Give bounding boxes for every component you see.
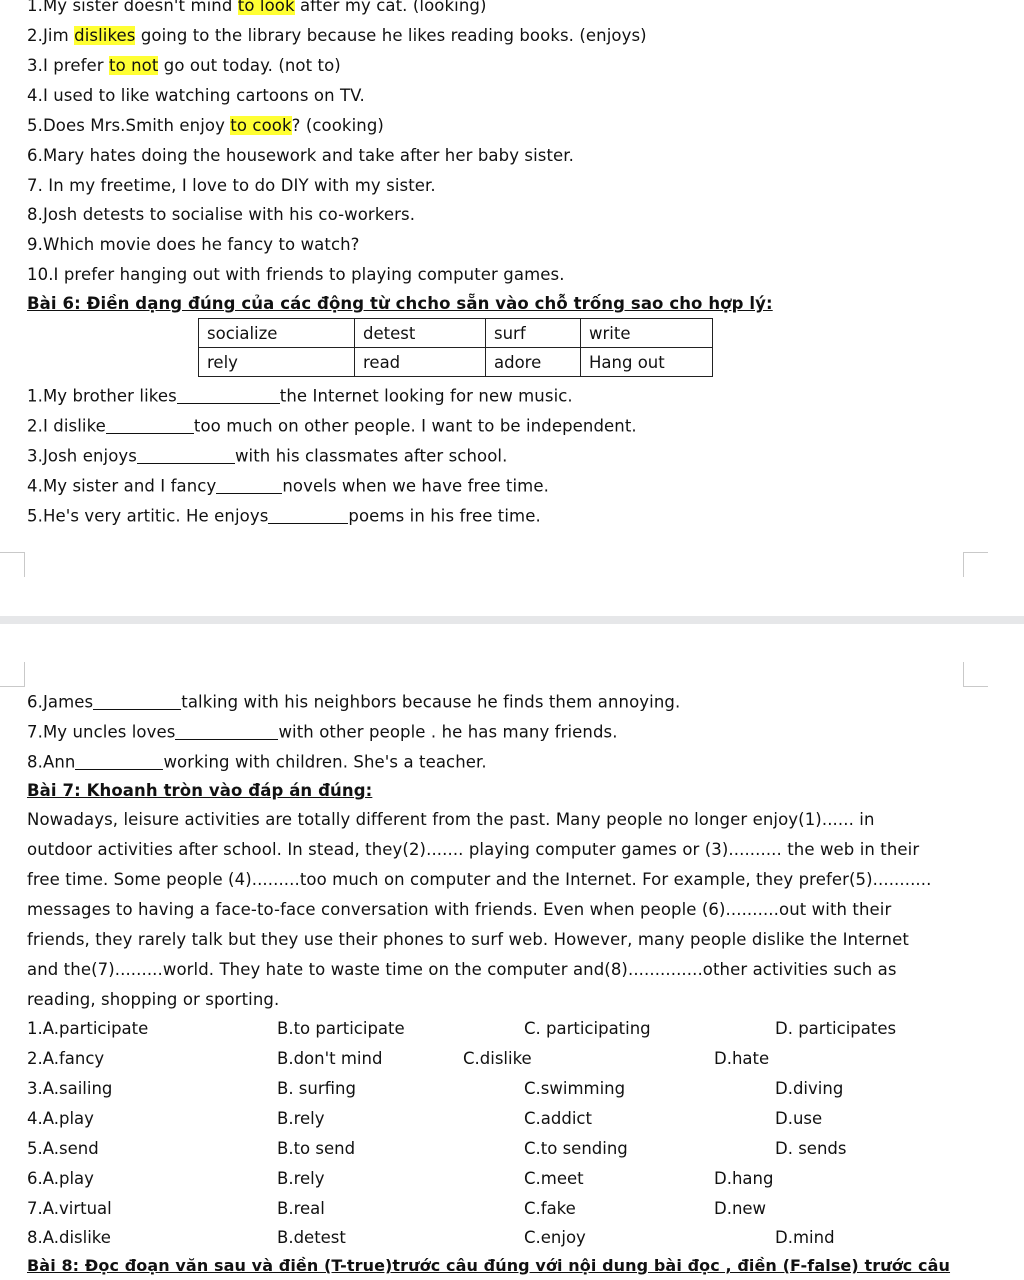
option-d: D.hate	[714, 1049, 770, 1068]
option-d: D.hang	[714, 1169, 774, 1188]
option-c: C.dislike	[463, 1049, 532, 1068]
option-b: B.to send	[277, 1139, 356, 1158]
passage-line: free time. Some people (4).........too much on computer and the Internet. For example, they prefer(5)...........	[27, 870, 932, 889]
option-b: B.real	[277, 1199, 325, 1218]
answer-blank	[268, 506, 348, 524]
passage-line: and the(7).........world. They hate to waste time on the computer and(8)..............other activities such as	[27, 960, 897, 979]
option-a: 8.A.dislike	[27, 1228, 111, 1247]
option-b: B.to participate	[277, 1019, 405, 1038]
passage-line: reading, shopping or sporting.	[27, 990, 280, 1009]
fill-blank-sentence: 3.Josh enjoys with his classmates after school.	[27, 446, 508, 466]
option-c: C.swimming	[524, 1079, 626, 1098]
option-b: B.rely	[277, 1109, 325, 1128]
exercise-sentence: 8.Josh detests to socialise with his co-workers.	[27, 205, 416, 224]
exercise-sentence: 9.Which movie does he fancy to watch?	[27, 235, 360, 254]
page-corner-mark	[963, 552, 988, 577]
answer-blank	[216, 476, 282, 494]
option-c: C.meet	[524, 1169, 584, 1188]
section-heading-8: Bài 8: Đọc đoạn văn sau và điền (T-true)trước câu đúng với nội dung bài đọc , điền (F-false) trước câu	[27, 1256, 951, 1275]
fill-blank-sentence: 4.My sister and I fancy novels when we have free time.	[27, 476, 549, 496]
exercise-sentence: 10.I prefer hanging out with friends to playing computer games.	[27, 265, 565, 284]
table-row	[199, 319, 713, 348]
option-b: B.don't mind	[277, 1049, 383, 1068]
passage-line: friends, they rarely talk but they use their phones to surf web. However, many people dislike the Internet	[27, 930, 909, 949]
fill-blank-sentence: 1.My brother likes the Internet looking for new music.	[27, 386, 573, 406]
exercise-sentence: 1.My sister doesn't mind to look after my cat. (looking)	[27, 0, 487, 15]
option-c: C.to sending	[524, 1139, 628, 1158]
option-a: 1.A.participate	[27, 1019, 149, 1038]
option-d: D.new	[714, 1199, 767, 1218]
passage-line: messages to having a face-to-face conversation with friends. Even when people (6)..........out with their	[27, 900, 892, 919]
option-a: 5.A.send	[27, 1139, 99, 1158]
option-b: B. surfing	[277, 1079, 356, 1098]
fill-blank-sentence: 5.He's very artitic. He enjoys poems in his free time.	[27, 506, 541, 526]
word-box-table	[198, 318, 713, 377]
answer-blank	[93, 692, 181, 710]
option-a: 3.A.sailing	[27, 1079, 113, 1098]
word-cell: detest	[355, 319, 486, 348]
option-c: C.fake	[524, 1199, 576, 1218]
option-d: D. sends	[775, 1139, 847, 1158]
option-d: D.mind	[775, 1228, 835, 1247]
exercise-sentence: 7. In my freetime, I love to do DIY with my sister.	[27, 176, 436, 195]
section-heading-6: Bài 6: Điền dạng đúng của các động từ chcho sẵn vào chỗ trống sao cho hợp lý:	[27, 294, 773, 313]
fill-blank-sentence: 6.James talking with his neighbors because he finds them annoying.	[27, 692, 681, 712]
answer-blank	[177, 386, 280, 404]
exercise-sentence: 3.I prefer to not go out today. (not to)	[27, 56, 341, 75]
option-c: C. participating	[524, 1019, 651, 1038]
page-corner-mark	[0, 552, 25, 577]
word-cell: write	[581, 319, 713, 348]
option-d: D.use	[775, 1109, 823, 1128]
passage-line: outdoor activities after school. In stead, they(2)....... playing computer games or (3).......... the web in their	[27, 840, 920, 859]
answer-blank	[106, 416, 194, 434]
exercise-sentence: 4.I used to like watching cartoons on TV.	[27, 86, 365, 105]
option-d: D. participates	[775, 1019, 897, 1038]
section-heading-7: Bài 7: Khoanh tròn vào đáp án đúng:	[27, 781, 373, 800]
option-d: D.diving	[775, 1079, 844, 1098]
word-cell: surf	[486, 319, 581, 348]
exercise-sentence: 5.Does Mrs.Smith enjoy to cook? (cooking)	[27, 116, 384, 135]
word-cell: Hang out	[581, 348, 713, 377]
option-b: B.detest	[277, 1228, 346, 1247]
word-cell: adore	[486, 348, 581, 377]
answer-blank	[75, 752, 163, 770]
page-corner-mark	[963, 662, 988, 687]
exercise-sentence: 2.Jim dislikes going to the library because he likes reading books. (enjoys)	[27, 26, 647, 45]
page-separator	[0, 616, 1024, 624]
option-a: 6.A.play	[27, 1169, 94, 1188]
option-a: 2.A.fancy	[27, 1049, 105, 1068]
answer-blank	[137, 446, 235, 464]
option-b: B.rely	[277, 1169, 325, 1188]
option-a: 7.A.virtual	[27, 1199, 112, 1218]
word-cell: rely	[199, 348, 355, 377]
option-c: C.enjoy	[524, 1228, 586, 1247]
fill-blank-sentence: 2.I dislike too much on other people. I want to be independent.	[27, 416, 637, 436]
table-row	[199, 348, 713, 377]
option-c: C.addict	[524, 1109, 592, 1128]
fill-blank-sentence: 7.My uncles loves with other people . he has many friends.	[27, 722, 618, 742]
option-a: 4.A.play	[27, 1109, 94, 1128]
word-cell: socialize	[199, 319, 355, 348]
page-corner-mark	[0, 662, 25, 687]
exercise-sentence: 6.Mary hates doing the housework and take after her baby sister.	[27, 146, 575, 165]
answer-blank	[175, 722, 278, 740]
word-cell: read	[355, 348, 486, 377]
fill-blank-sentence: 8.Ann working with children. She's a teacher.	[27, 752, 487, 772]
passage-line: Nowadays, leisure activities are totally different from the past. Many people no longer enjoy(1)...... in	[27, 810, 875, 829]
